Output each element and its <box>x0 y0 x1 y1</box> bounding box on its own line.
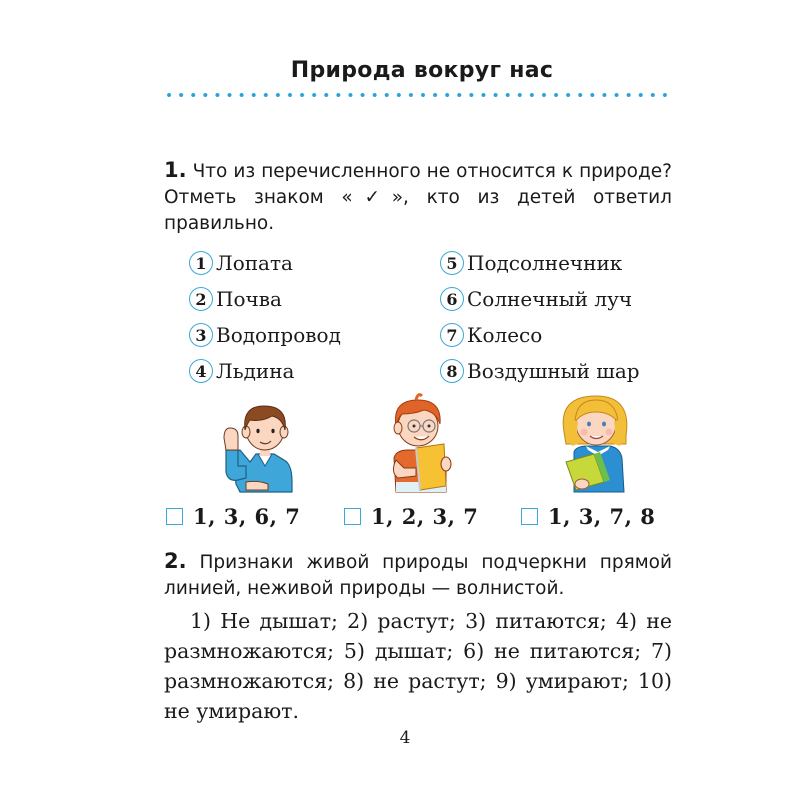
option-label: Льдина <box>216 359 295 383</box>
checkbox[interactable] <box>521 508 538 525</box>
task-number: 2. <box>164 549 187 573</box>
number-circle-icon: 3 <box>189 323 213 347</box>
option-label: Солнечный луч <box>467 287 633 311</box>
children-illustrations <box>0 392 800 497</box>
task-2-question <box>164 548 672 602</box>
number-circle-icon: 4 <box>189 359 213 383</box>
option-item <box>189 320 341 350</box>
answer-choice[interactable] <box>521 504 655 529</box>
checkbox[interactable] <box>344 508 361 525</box>
answer-choices <box>0 504 800 534</box>
task-number: 1. <box>164 158 187 182</box>
option-label: Почва <box>216 287 282 311</box>
answer-choice[interactable] <box>166 504 300 529</box>
number-circle-icon: 1 <box>189 251 213 275</box>
task-text: Что из перечисленного не относится к природе? Отметь знаком «✓», кто из детей ответил правильно. <box>164 161 672 234</box>
option-item <box>189 356 294 386</box>
number-circle-icon: 5 <box>440 251 464 275</box>
number-circle-icon: 6 <box>440 287 464 311</box>
answer-label: 1, 2, 3, 7 <box>371 504 479 529</box>
option-item <box>440 320 542 350</box>
number-circle-icon: 2 <box>189 287 213 311</box>
girl-with-books-illustration <box>548 392 648 496</box>
option-item <box>440 248 622 278</box>
option-label: Подсолнечник <box>467 251 623 275</box>
number-circle-icon: 8 <box>440 359 464 383</box>
checkbox[interactable] <box>166 508 183 525</box>
page-title: Природа вокруг нас <box>290 58 554 83</box>
task-2-body: 1) Не дышат; 2) растут; 3) питаются; 4) не размножаются; 5) дышат; 6) не питаются; 7) размножаются; 8) не растут; 9) умирают; 10) не умирают. <box>164 609 672 723</box>
dotted-divider <box>163 92 673 98</box>
option-label: Лопата <box>216 251 293 275</box>
option-item <box>440 356 640 386</box>
option-label: Воздушный шар <box>467 359 640 383</box>
boy-with-glasses-illustration <box>372 392 472 496</box>
option-label: Водопровод <box>216 323 341 347</box>
page-number: 4 <box>399 728 411 748</box>
answer-label: 1, 3, 7, 8 <box>548 504 656 529</box>
answer-choice[interactable] <box>344 504 478 529</box>
boy-raising-hand-illustration <box>212 392 312 496</box>
answer-label: 1, 3, 6, 7 <box>193 504 301 529</box>
task-text: Признаки живой природы подчеркни прямой линией, неживой природы — волнистой. <box>164 552 672 599</box>
option-item <box>189 248 293 278</box>
task-1-question <box>164 157 672 237</box>
option-item <box>189 284 282 314</box>
option-item <box>440 284 632 314</box>
number-circle-icon: 7 <box>440 323 464 347</box>
option-label: Колесо <box>467 323 543 347</box>
